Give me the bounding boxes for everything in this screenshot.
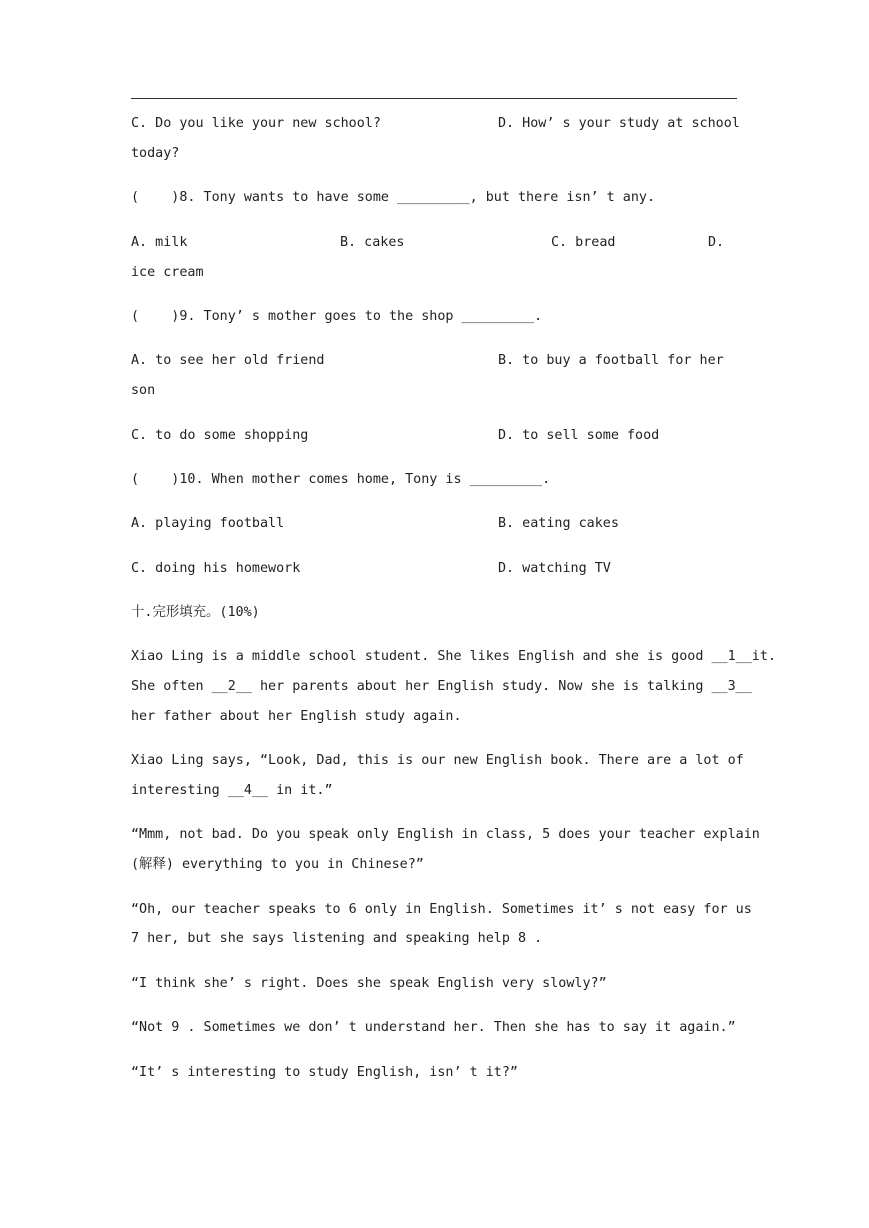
q10-option-d: D. watching TV [498,561,611,576]
q10-option-b: B. eating cakes [498,516,619,531]
passage-line: Xiao Ling says, “Look, Dad, this is our new English book. There are a lot of [131,753,744,768]
q9-option-b-continued: son [131,383,156,398]
q8-option-a: A. milk [131,235,188,250]
q10-stem: ( )10. When mother comes home, Tony is _________. [131,472,551,487]
q8-option-d-continued: ice cream [131,265,204,280]
passage-line: “Oh, our teacher speaks to 6 only in English. Sometimes it’ s not easy for us [131,902,752,917]
header-rule [131,98,737,99]
q10-option-a: A. playing football [131,516,285,531]
passage-line: (解释) everything to you in Chinese?” [131,857,424,872]
passage-line: interesting __4__ in it.” [131,783,333,798]
passage-line: She often __2__ her parents about her English study. Now she is talking __3__ [131,679,752,694]
q9-option-a: A. to see her old friend [131,353,325,368]
passage-line: “Mmm, not bad. Do you speak only English in class, 5 does your teacher explain [131,827,760,842]
q7-option-d: D. How’ s your study at school [498,116,740,131]
passage-line: her father about her English study again. [131,709,462,724]
q8-option-d: D. [708,235,725,250]
q9-stem: ( )9. Tony’ s mother goes to the shop _________. [131,309,543,324]
q10-option-c: C. doing his homework [131,561,301,576]
q8-option-c: C. bread [551,235,616,250]
passage-line: Xiao Ling is a middle school student. She likes English and she is good __1__it. [131,649,776,664]
passage-line: 7 her, but she says listening and speaking help 8 . [131,931,543,946]
passage-line: “I think she’ s right. Does she speak English very slowly?” [131,976,607,991]
passage-line: “Not 9 . Sometimes we don’ t understand her. Then she has to say it again.” [131,1020,736,1035]
passage-line: “It’ s interesting to study English, isn’ t it?” [131,1065,518,1080]
q9-option-d: D. to sell some food [498,428,660,443]
q7-option-d-continued: today? [131,146,180,161]
section-heading: 十.完形填充。(10%) [131,605,260,620]
q9-option-b: B. to buy a football for her [498,353,724,368]
q8-option-b: B. cakes [340,235,405,250]
q8-stem: ( )8. Tony wants to have some _________, but there isn’ t any. [131,190,656,205]
q9-option-c: C. to do some shopping [131,428,309,443]
q7-option-c: C. Do you like your new school? [131,116,381,131]
